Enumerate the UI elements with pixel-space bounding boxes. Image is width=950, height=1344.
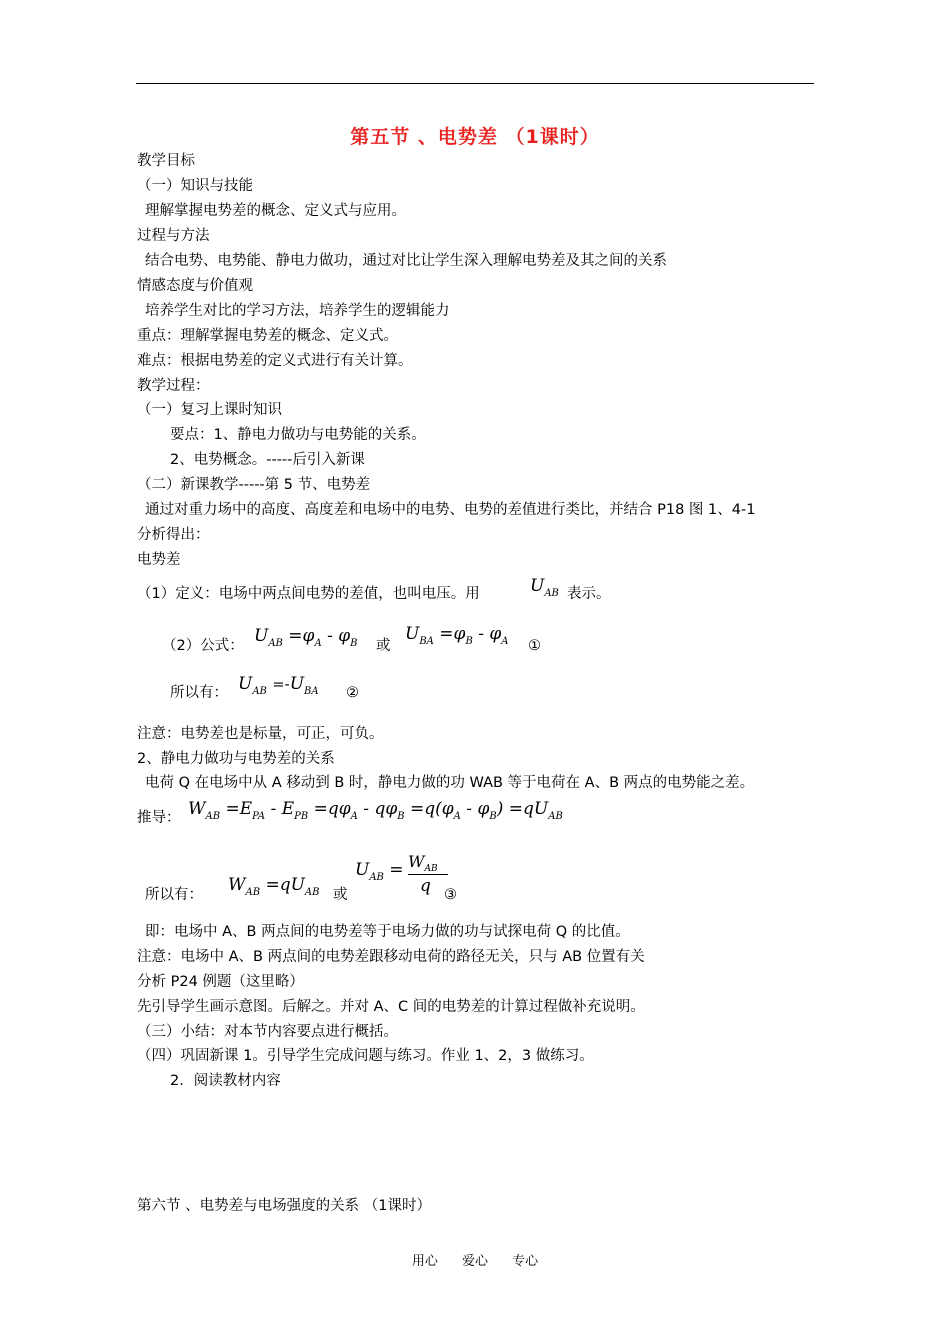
text-line: 培养学生对比的学习方法，培养学生的逻辑能力 [145, 303, 450, 319]
formula-fraction [408, 852, 448, 902]
text-line: 所以有： [170, 685, 228, 701]
text-line: 即：电场中 A、B 两点间的电势差等于电场力做的功与试探电荷 Q 的比值。 [145, 924, 630, 940]
text-line: 电荷 Q 在电场中从 A 移动到 B 时，静电力做的功 WAB 等于电荷在 A、B 两点的电势能之差。 [145, 775, 755, 791]
text-line: 或 [376, 638, 391, 654]
circled-number: ③ [444, 887, 457, 903]
fraction-denominator: q [420, 876, 431, 896]
fraction-numerator: $W_{AB}$ [408, 852, 438, 874]
next-section-heading: 第六节 、电势差与电场强度的关系 （1课时） [137, 1198, 431, 1214]
text-line: （三）小结：对本节内容要点进行概括。 [137, 1024, 398, 1040]
text-line: 所以有： [145, 887, 203, 903]
text-line: 难点：根据电势差的定义式进行有关计算。 [137, 353, 413, 369]
header-rule [136, 83, 814, 84]
formula-wab: $W_{AB} =qU_{AB}$ [228, 875, 320, 898]
text-line: 推导： [137, 810, 181, 826]
text-line: 先引导学生画示意图。后解之。并对 A、C 间的电势差的计算过程做补充说明。 [137, 999, 645, 1015]
text-line: （四）巩固新课 1。引导学生完成问题与练习。作业 1、2，3 做练习。 [137, 1048, 594, 1064]
text-line: 教学目标 [137, 153, 195, 169]
text-line: 理解掌握电势差的概念、定义式与应用。 [145, 203, 406, 219]
circled-number: ② [346, 685, 359, 701]
formula-uab-neg-uba: $U_{AB} =-U_{BA}$ [238, 674, 319, 697]
text-line: 分析得出： [137, 527, 210, 543]
text-line: 2、电势概念。-----后引入新课 [170, 452, 365, 468]
text-line: 表示。 [567, 586, 611, 602]
text-line: 要点：1、静电力做功与电势能的关系。 [170, 427, 426, 443]
text-line: 2、静电力做功与电势差的关系 [137, 751, 335, 767]
formula-uab: $U_{AB}$ [530, 576, 559, 599]
formula-uab-def: $U_{AB} =\varphi_A - \varphi_B$ [254, 626, 358, 649]
formula-derivation: $W_{AB} =E_{PA} - E_{PB} =q\varphi_A - q\varphi_B =q(\varphi_A - \varphi_B) =qU_{AB}$ [188, 799, 563, 822]
text-line: （一）知识与技能 [137, 178, 253, 194]
formula-uba-def: $U_{BA} =\varphi_B - \varphi_A$ [405, 624, 509, 647]
text-line: 电势差 [137, 552, 181, 568]
text-line: 通过对重力场中的高度、高度差和电场中的电势、电势的差值进行类比，并结合 P18 图 1、4-1 [145, 502, 756, 518]
text-line: 过程与方法 [137, 228, 210, 244]
text-line: 重点：理解掌握电势差的概念、定义式。 [137, 328, 398, 344]
fraction-bar [408, 874, 448, 875]
text-line: （二）新课教学-----第 5 节、电势差 [137, 477, 371, 493]
circled-number: ① [528, 638, 541, 654]
text-line: 注意：电场中 A、B 两点间的电势差跟移动电荷的路径无关，只与 AB 位置有关 [137, 949, 645, 965]
text-line: 教学过程： [137, 378, 210, 394]
text-line: （1）定义：电场中两点间电势的差值，也叫电压。用 [137, 586, 480, 602]
text-line: 2．阅读教材内容 [170, 1073, 281, 1089]
text-line: 或 [333, 887, 348, 903]
section-title: 第五节 、电势差 （1课时） [350, 126, 600, 148]
text-line: 注意：电势差也是标量，可正，可负。 [137, 726, 384, 742]
text-line: 结合电势、电势能、静电力做功，通过对比让学生深入理解电势差及其之间的关系 [145, 253, 667, 269]
page-footer: 用心 爱心 专心 [411, 1254, 539, 1269]
text-line: 情感态度与价值观 [137, 278, 253, 294]
text-line: （一）复习上课时知识 [137, 402, 282, 418]
text-line: （2）公式： [162, 638, 244, 654]
text-line: 分析 P24 例题（这里略） [137, 974, 304, 990]
formula-uab-lhs: $U_{AB}$ = [355, 860, 404, 883]
